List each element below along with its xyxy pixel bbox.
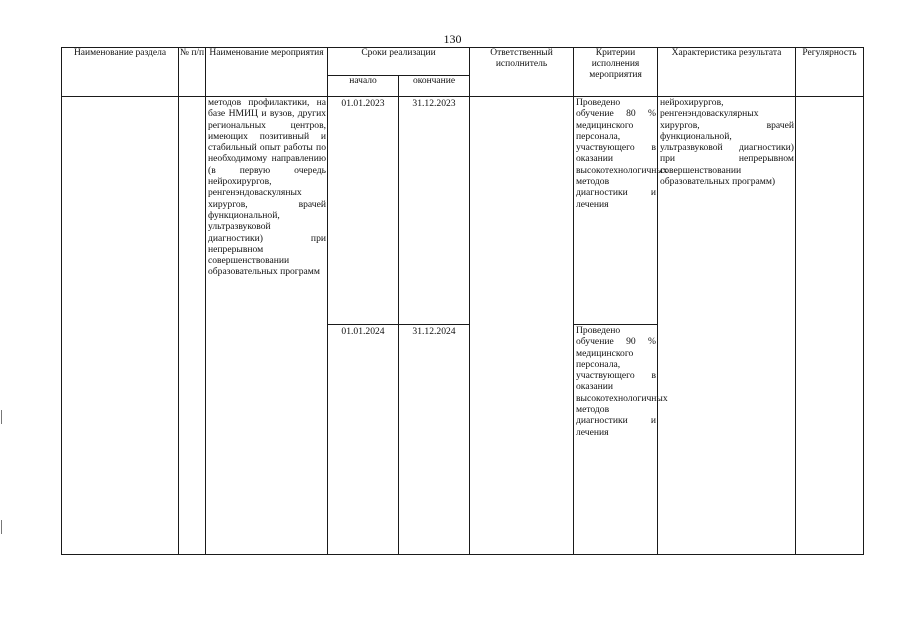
header-regularity: Регулярность <box>796 48 864 97</box>
cell-end-2024: 31.12.2024 <box>399 325 470 555</box>
header-start: начало <box>328 76 399 97</box>
cell-number <box>179 97 206 555</box>
cell-section-name <box>62 97 179 555</box>
activity-plan-table <box>61 47 864 555</box>
cell-result: нейрохирургов, ренгенэндоваскулярных хирургов, врачей функциональной, ультразвуковой диагностики) при непрерывном совершенствовании образовательных программ) <box>658 97 796 555</box>
cell-responsible <box>470 97 574 555</box>
cell-end-2023: 31.12.2023 <box>399 97 470 325</box>
header-result: Характеристика результата <box>658 48 796 97</box>
scan-edge-mark <box>1 410 2 424</box>
cell-regularity <box>796 97 864 555</box>
page-number: 130 <box>443 32 462 46</box>
header-criteria: Критерии исполнения мероприятия <box>574 48 658 97</box>
cell-criteria-2024: Проведено обучение 90 % медицинского персонала, участвующего в оказании высокотехнологичных методов диагностики и лечения <box>574 325 658 555</box>
header-number: № п/п <box>179 48 206 97</box>
header-terms: Сроки реализации <box>328 48 470 76</box>
cell-criteria-2023: Проведено обучение 80 % медицинского персонала, участвующего в оказании высокотехнологичных методов диагностики и лечения <box>574 97 658 325</box>
cell-start-2024: 01.01.2024 <box>328 325 399 555</box>
scan-edge-mark <box>1 520 2 534</box>
cell-event-name: методов профилактики, на базе НМИЦ и вузов, других региональных центров, имеющих позитивный и стабильный опыт работы по необходимому направлению (в первую очередь нейрохирургов, ренгенэндоваскуляных хирургов, врачей функциональной, ультразвуковой диагностики) при непрерывном совершенствовании образовательных программ <box>206 97 328 555</box>
header-end: окончание <box>399 76 470 97</box>
table-row <box>62 97 864 325</box>
cell-start-2023: 01.01.2023 <box>328 97 399 325</box>
header-section-name: Наименование раздела <box>62 48 179 97</box>
header-event-name: Наименование мероприятия <box>206 48 328 97</box>
header-responsible: Ответственный исполнитель <box>470 48 574 97</box>
